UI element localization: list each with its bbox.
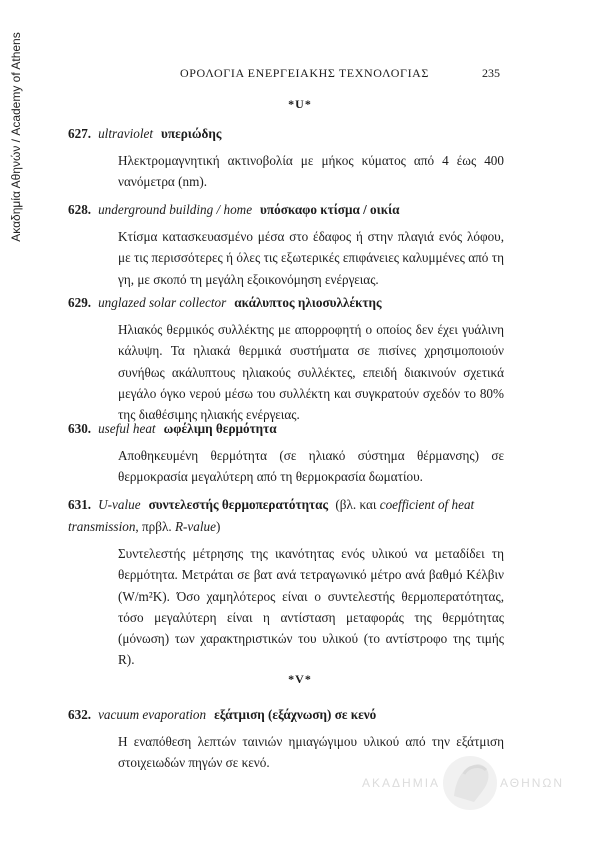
entry-number: 630.: [68, 421, 92, 436]
entry-heading: [68, 704, 504, 726]
entry-definition: Κτίσμα κατασκευασμένο μέσα στο έδαφος ή στην πλαγιά ενός λόφου, με τις περισσότερες ή όλες τις εξωτερικές επιφάνειες καλυμμένες από τη γη, με σκοπό τη μεγάλη εξοικονόμηση ενέργειας.: [118, 229, 504, 287]
cross-ref-term: R-value: [174, 519, 216, 534]
english-term: ultraviolet: [98, 126, 154, 141]
entry-number: 628.: [68, 202, 92, 217]
english-term: U-value: [98, 497, 141, 512]
section-letter-u: *U*: [288, 97, 312, 111]
entry-number: 631.: [68, 497, 92, 512]
greek-term: ωφέλιμη θερμότητα: [163, 421, 277, 436]
greek-term: εξάτμιση (εξάχνωση) σε κενό: [214, 707, 377, 722]
entry-heading: [68, 199, 504, 221]
entry-definition: Αποθηκευμένη θερμότητα (σε ηλιακό σύστημα θέρμανσης) σε θερμοκρασία μεγαλύτερη από τη θερμοκρασία δωματίου.: [118, 448, 504, 485]
side-margin-text: Ακαδημία Αθηνών / Academy of Athens: [9, 32, 23, 242]
entry-heading: [68, 123, 504, 145]
glossary-entry-631: [68, 494, 504, 671]
watermark-text-left: ΑΚΑΔΗΜΙΑ: [362, 776, 441, 790]
greek-term: υπόσκαφο κτίσμα / οικία: [260, 202, 400, 217]
page-number: 235: [482, 66, 500, 80]
english-term: vacuum evaporation: [98, 707, 207, 722]
watermark-text-right: ΑΘΗΝΩΝ: [500, 776, 565, 790]
glossary-entry-630: [68, 418, 504, 488]
entry-number: 632.: [68, 707, 92, 722]
athena-head-icon: [440, 752, 500, 812]
entry-number: 627.: [68, 126, 92, 141]
greek-term: ακάλυπτος ηλιοσυλλέκτης: [234, 295, 382, 310]
cross-ref-see-also: (βλ. και: [335, 497, 377, 512]
running-title: ΟΡΟΛΟΓΙΑ ΕΝΕΡΓΕΙΑΚΗΣ ΤΕΧΝΟΛΟΓΙΑΣ: [180, 66, 430, 80]
section-letter-v: *V*: [288, 672, 312, 686]
side-margin-label: [2, 12, 30, 262]
cross-ref-close: ): [215, 519, 221, 534]
greek-term: υπεριώδης: [161, 126, 222, 141]
entry-number: 629.: [68, 295, 92, 310]
english-term: underground building / home: [98, 202, 253, 217]
entry-heading: [68, 292, 504, 314]
entry-heading: [68, 494, 504, 538]
entry-heading: [68, 418, 504, 440]
entry-definition: Ηλιακός θερμικός συλλέκτης με απορροφητή ο οποίος δεν έχει γυάλινη κάλυψη. Τα ηλιακά θερμικά συστήματα σε πισίνες χρησιμοποιούν συνήθως ακάλυπτους ηλιακούς συλλέκτες, επειδή διακινούν σχετικά μεγάλο όγκο νερού μέσω του συλλέκτη και συγκρατούν σχεδόν το 80% της διαθέσιμης ηλιακής ενέργειας.: [118, 322, 504, 423]
glossary-entry-629: [68, 292, 504, 425]
cross-ref-term: coefficient of heat transmission: [68, 497, 475, 534]
entry-definition: Ηλεκτρομαγνητική ακτινοβολία με μήκος κύματος από 4 έως 400 νανόμετρα (nm).: [118, 153, 504, 190]
entry-definition: Η εναπόθεση λεπτών ταινιών ημιαγώγιμου υλικού από την εξάτμιση στοιχειωδών πηγών σε κενό.: [118, 734, 504, 771]
glossary-entry-627: [68, 123, 504, 193]
glossary-entry-628: [68, 199, 504, 290]
english-term: unglazed solar collector: [98, 295, 227, 310]
running-header: [104, 66, 500, 84]
cross-ref-compare: , πρβλ.: [135, 519, 172, 534]
entry-definition: Συντελεστής μέτρησης της ικανότητας ενός υλικού να μεταδίδει τη θερμότητα. Μετράται σε βατ ανά τετραγωνικό μέτρο ανά βαθμό Κέλβιν (W/m²K). Όσο χαμηλότερος είναι ο συντελεστής θερμοπερατότητας, τόσο μεγαλύτερη είναι η αντίσταση μεταφοράς της θερμότητας (μόνωση) των χαρακτηριστικών του υλικού (το αντίστροφο της τιμής R).: [118, 546, 504, 668]
english-term: useful heat: [98, 421, 156, 436]
greek-term: συντελεστής θερμοπερατότητας: [148, 497, 329, 512]
academy-watermark: [362, 752, 572, 812]
